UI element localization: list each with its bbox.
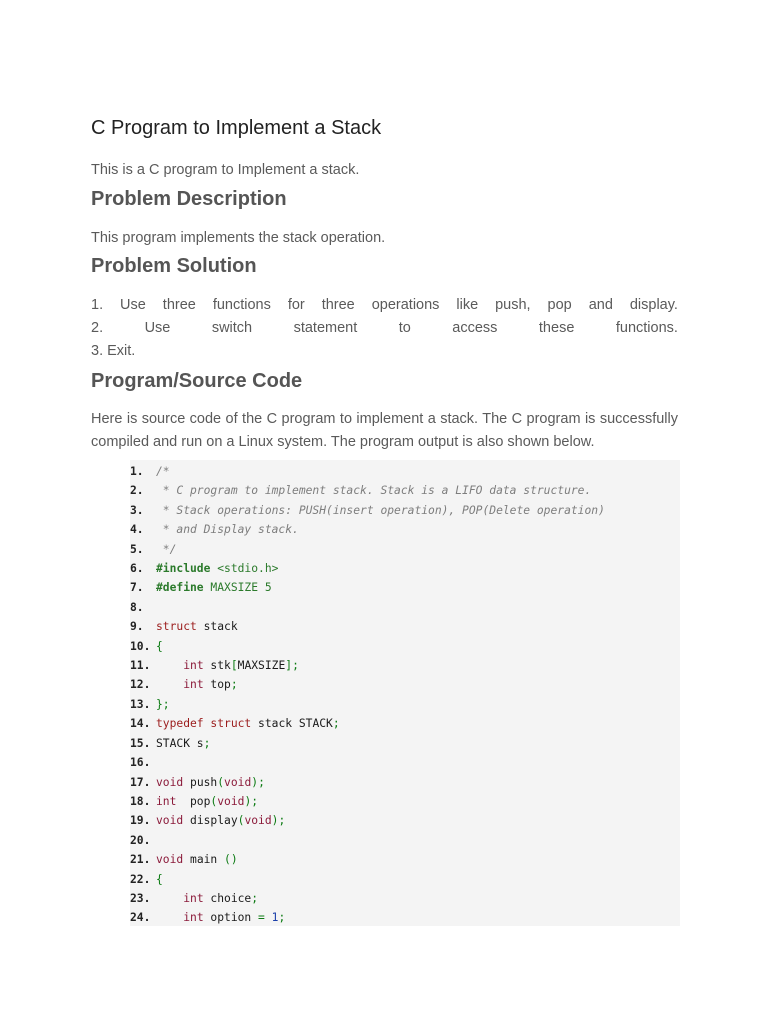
line-number: 20. xyxy=(130,833,151,847)
line-number: 19. xyxy=(130,814,151,828)
word: functions xyxy=(212,297,271,313)
line-number: 6. xyxy=(130,562,144,576)
word: for xyxy=(287,297,305,313)
code-text: int xyxy=(156,794,177,808)
code-text: [ xyxy=(230,659,238,673)
code-text: MAXSIZE 5 xyxy=(203,581,272,595)
code-text: void xyxy=(217,794,245,808)
solution-step-2 xyxy=(91,317,678,340)
word: statement xyxy=(293,320,358,336)
code-line xyxy=(130,481,680,500)
code-text: push xyxy=(183,775,218,789)
code-text: void xyxy=(156,814,184,828)
solution-step-3: 3. Exit. xyxy=(91,343,136,359)
line-number: 11. xyxy=(130,659,151,673)
code-text: int xyxy=(183,678,204,692)
word: access xyxy=(452,320,498,336)
code-line xyxy=(130,559,680,578)
line-number: 10. xyxy=(130,639,151,653)
code-text: ( xyxy=(210,794,218,808)
code-text: ; xyxy=(278,911,286,925)
code-text: ); xyxy=(244,794,259,808)
word: Use xyxy=(120,297,146,313)
program-source-line-2: compiled and run on a Linux system. The program output is also shown below. xyxy=(91,434,595,450)
code-line xyxy=(130,462,680,481)
code-text xyxy=(156,656,183,675)
word: switch xyxy=(211,320,253,336)
word: display. xyxy=(629,297,678,313)
code-text: ( xyxy=(237,814,245,828)
line-number: 14. xyxy=(130,717,151,731)
code-text: MAXSIZE xyxy=(237,659,286,673)
word: three xyxy=(321,297,355,313)
code-line xyxy=(130,617,680,636)
program-source-line-1: Here is source code of the C program to implement a stack. The C program is successfully xyxy=(91,411,678,427)
code-text: void xyxy=(156,853,184,867)
code-text: /* xyxy=(156,465,170,478)
code-text: 1 xyxy=(271,911,279,925)
code-text: stack STACK xyxy=(251,717,333,731)
line-number: 18. xyxy=(130,794,151,808)
code-line xyxy=(130,520,680,539)
line-number: 15. xyxy=(130,736,151,750)
code-line xyxy=(130,714,680,733)
code-text: display xyxy=(183,814,238,828)
line-number: 2. xyxy=(130,484,144,498)
code-line xyxy=(130,908,680,926)
line-number: 8. xyxy=(130,600,144,614)
word: to xyxy=(398,320,411,336)
line-number: 12. xyxy=(130,678,151,692)
code-line xyxy=(130,792,680,811)
word: three xyxy=(162,297,196,313)
problem-description-text: This program implements the stack operation. xyxy=(91,230,386,246)
code-text: * C program to implement stack. Stack is a LIFO data structure. xyxy=(156,484,592,498)
word: functions. xyxy=(615,320,678,336)
code-text xyxy=(156,675,183,694)
heading-problem-description: Problem Description xyxy=(91,188,287,210)
code-text: stack xyxy=(196,620,238,634)
word: and xyxy=(588,297,613,313)
line-number: 23. xyxy=(130,891,151,905)
code-text: struct xyxy=(210,717,252,731)
page-title: C Program to Implement a Stack xyxy=(91,117,382,139)
code-text: typedef xyxy=(156,717,204,731)
code-text: void xyxy=(156,775,184,789)
code-block xyxy=(130,460,680,926)
code-line xyxy=(130,889,680,908)
code-line xyxy=(130,811,680,830)
code-line xyxy=(130,598,680,617)
line-number: 5. xyxy=(130,542,144,556)
code-text: void xyxy=(224,775,252,789)
word: 2. xyxy=(91,320,104,336)
word: these xyxy=(538,320,575,336)
code-text: ]; xyxy=(285,659,299,673)
code-text: ( xyxy=(217,775,225,789)
code-text: main xyxy=(183,853,225,867)
code-text: () xyxy=(224,853,238,867)
code-text: ; xyxy=(251,891,259,905)
program-source-text xyxy=(91,408,678,454)
line-number: 13. xyxy=(130,697,151,711)
code-text: choice xyxy=(203,891,252,905)
solution-step-1 xyxy=(91,294,678,317)
code-line xyxy=(130,870,680,889)
code-text: int xyxy=(183,891,204,905)
line-number: 21. xyxy=(130,853,151,867)
heading-problem-solution: Problem Solution xyxy=(91,255,257,277)
code-text: struct xyxy=(156,620,197,634)
code-text: { xyxy=(156,872,163,886)
code-line xyxy=(130,637,680,656)
code-text: option xyxy=(203,911,259,925)
word: like xyxy=(456,297,479,313)
code-text: stk xyxy=(203,659,231,673)
problem-solution-list xyxy=(91,294,678,363)
intro-text: This is a C program to Implement a stack. xyxy=(91,162,360,178)
line-number: 3. xyxy=(130,503,144,517)
line-number: 1. xyxy=(130,465,144,478)
word: 1. xyxy=(91,297,104,313)
line-number: 7. xyxy=(130,581,144,595)
word: pop xyxy=(547,297,572,313)
code-line xyxy=(130,753,680,772)
code-line xyxy=(130,831,680,850)
line-number: 24. xyxy=(130,911,151,925)
code-line xyxy=(130,656,680,675)
code-text: = xyxy=(258,911,265,925)
code-text xyxy=(156,889,183,908)
code-text: void xyxy=(244,814,272,828)
word: Use xyxy=(144,320,171,336)
code-text: ; xyxy=(332,717,340,731)
line-number: 22. xyxy=(130,872,151,886)
code-text: ; xyxy=(203,736,211,750)
code-line xyxy=(130,734,680,753)
code-line xyxy=(130,501,680,520)
code-text: * Stack operations: PUSH(insert operation), POP(Delete operation) xyxy=(156,503,605,517)
code-text: * and Display stack. xyxy=(156,523,299,537)
code-line xyxy=(130,675,680,694)
code-text: ; xyxy=(230,678,238,692)
code-text: pop xyxy=(176,794,211,808)
code-line xyxy=(130,695,680,714)
code-text: }; xyxy=(156,697,170,711)
code-text: int xyxy=(183,911,204,925)
line-number: 17. xyxy=(130,775,151,789)
code-line xyxy=(130,540,680,559)
word: push, xyxy=(495,297,531,313)
code-line xyxy=(130,850,680,869)
code-text: ); xyxy=(251,775,265,789)
line-number: 4. xyxy=(130,523,144,537)
code-text: #define xyxy=(156,581,204,595)
heading-program-source-code: Program/Source Code xyxy=(91,370,303,392)
line-number: 16. xyxy=(130,756,151,770)
code-text: #include xyxy=(156,562,211,576)
code-text: ); xyxy=(271,814,286,828)
code-text: int xyxy=(183,659,204,673)
code-line xyxy=(130,773,680,792)
code-text xyxy=(156,908,183,926)
code-text: top xyxy=(203,678,231,692)
code-text: <stdio.h> xyxy=(210,562,279,576)
code-text: STACK s xyxy=(156,736,204,750)
code-line xyxy=(130,578,680,597)
code-text: */ xyxy=(156,542,177,556)
code-text: { xyxy=(156,639,163,653)
word: operations xyxy=(371,297,440,313)
line-number: 9. xyxy=(130,620,144,634)
